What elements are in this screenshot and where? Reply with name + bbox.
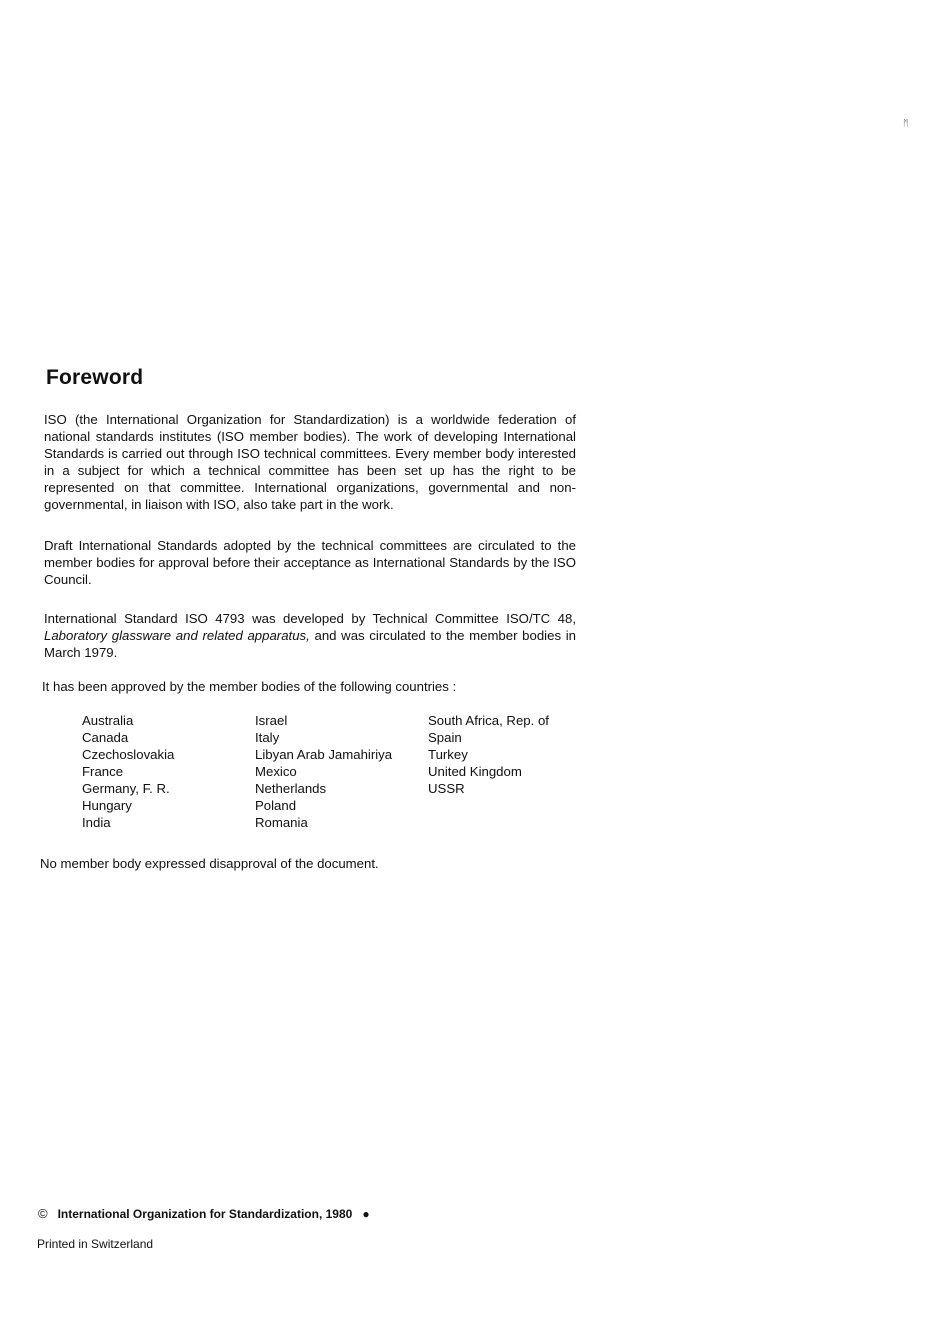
foreword-paragraph-2: Draft International Standards adopted by the technical committees are circulated to the member bodies for approval before their acceptance as International Standards by the ISO Council.: [44, 538, 576, 587]
country-column-2: [255, 712, 392, 831]
country-column-1: [82, 712, 174, 831]
country-name: USSR: [428, 781, 465, 796]
country-name: Spain: [428, 730, 462, 745]
copyright-line: [38, 1206, 370, 1221]
country-name: France: [82, 764, 124, 779]
scan-artifact-mark: ᛗ: [903, 118, 909, 128]
standard-development-text: International Standard ISO 4793 was developed by Technical Committee ISO/TC 48,: [44, 611, 576, 626]
country-name: Israel: [255, 713, 288, 728]
bullet-icon: ●: [362, 1207, 370, 1221]
foreword-paragraph-1: ISO (the International Organization for Standardization) is a worldwide federation of national standards institutes (ISO member bodies). The work of developing International Standards is carried out through ISO technical committees. Every member body interested in a subject for which a technical committee has been set up has the right to be represented on that committee. International organizations, governmental and non-governmental, in liaison with ISO, also take part in the work.: [44, 412, 576, 512]
circulation-text: and was circulated to the member bodies in March 1979.: [44, 628, 576, 660]
committee-name: Laboratory glassware and related apparatus,: [44, 628, 310, 643]
printed-location: Printed in Switzerland: [37, 1237, 154, 1251]
country-name: United Kingdom: [428, 764, 522, 779]
disapproval-statement: No member body expressed disapproval of the document.: [40, 856, 379, 871]
country-name: Italy: [255, 730, 280, 745]
country-name: Germany, F. R.: [82, 781, 170, 796]
foreword-paragraph-3: [44, 610, 576, 661]
country-name: Australia: [82, 713, 134, 728]
copyright-text: International Organization for Standardization, 1980: [57, 1207, 353, 1221]
country-name: Hungary: [82, 798, 132, 813]
foreword-title: Foreword: [46, 366, 144, 389]
country-name: Poland: [255, 798, 297, 813]
country-column-3: [428, 712, 549, 797]
approval-intro: It has been approved by the member bodies of the following countries :: [42, 679, 457, 694]
country-name: India: [82, 815, 111, 830]
country-name: Libyan Arab Jamahiriya: [255, 747, 393, 762]
copyright-icon: ©: [38, 1206, 48, 1221]
country-name: Netherlands: [255, 781, 327, 796]
country-name: Romania: [255, 815, 308, 830]
country-name: South Africa, Rep. of: [428, 713, 549, 728]
country-name: Czechoslovakia: [82, 747, 175, 762]
country-name: Turkey: [428, 747, 468, 762]
country-name: Mexico: [255, 764, 297, 779]
country-name: Canada: [82, 730, 129, 745]
